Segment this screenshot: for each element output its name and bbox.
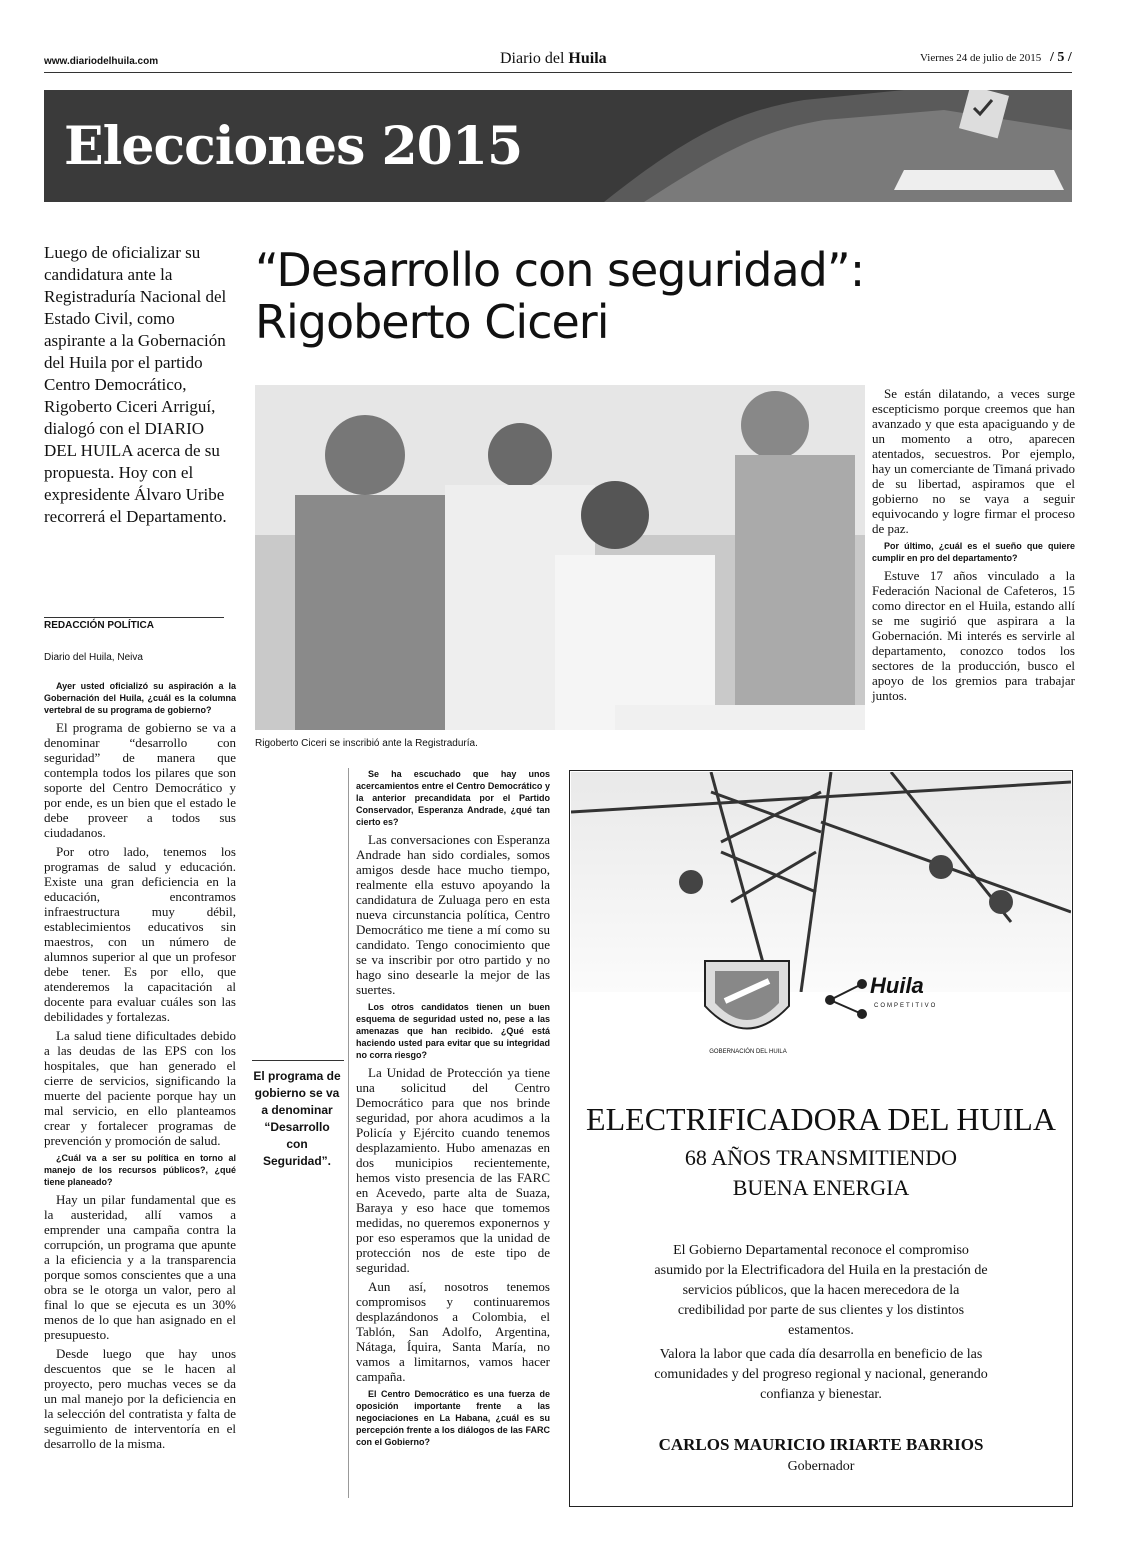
column-3 [872, 386, 1075, 707]
masthead-name [500, 50, 607, 68]
byline-author: REDACCIÓN POLÍTICA [44, 617, 224, 631]
ad-body-1: El Gobierno Departamental reconoce el compromiso asumido por la Electrificadora del Huila en la prestación de servicios públicos, que la hacen merecedora de la credibilidad por parte de sus clientes y los distintos estamentos. [654, 1243, 988, 1338]
answer: La salud tiene dificultades debido a las deudas de las EPS con los hospitales, que han generado el cierre de servicios, significando la muerte del paciente porque hay un mal servicio, en ello planteamos crear y fortalecer programas de prevención y promoción de salud. [44, 1028, 236, 1148]
pull-quote: El programa de gobierno se va a denominar “Desarrollo con Seguridad”. [253, 1069, 341, 1168]
answer: La Unidad de Protección ya tiene una solicitud del Centro Democrático para que nos brinde seguridad, por ahora acudimos a la Policía y Ejército cuando tenemos desplazamiento. Hubo amenazas en dos municipios recientemente, hemos visto presencia de las FARC en Acevedo, parte alta de Suaza, Baraya y eso hace que tomemos medidas, no queremos exponernos y por eso esperamos que la unidad de protección nos de este tipo de seguridad. [356, 1065, 550, 1275]
answer: Las conversaciones con Esperanza Andrade han sido cordiales, somos amigos desde hace mucho tiempo, realmente ella estuvo apoyando la candidatura de Zuluaga pero en esta nueva circunstancia política, Centro Democrático me tiene a mí como su candidato. Tengo conocimiento que se va inscribir por otro partido y no hago sino desearle la mejor de las suertes. [356, 832, 550, 997]
byline-location: Diario del Huila, Neiva [44, 652, 143, 663]
page-number: / 5 / [1050, 50, 1072, 65]
banner-title: Elecciones 2015 [64, 116, 523, 177]
photo-people-silhouettes [255, 385, 865, 730]
ad-photo [571, 772, 1071, 992]
ad-subtitle-2: BUENA ENERGIA [732, 1175, 910, 1200]
question: ¿Cuál va a ser su política en torno al manejo de los recursos públicos?, ¿qué tiene planeado? [44, 1153, 236, 1187]
section-banner [44, 90, 1072, 202]
intro-lead: Luego de oficializar su candidatura ante la Registraduría Nacional del Estado Civil, como aspirante a la Gobernación del Huila por el partido Centro Democrático, Rigoberto Ciceri Arriguí, dialogó con el DIARIO DEL HUILA acerca de su propuesta. Hoy con el expresidente Álvaro Uribe recorrerá el Departamento. [44, 243, 227, 526]
answer: Hay un pilar fundamental que es la austeridad, allí vamos a emprender una campaña contra la corrupción, un programa que apunte a la eficiencia y a la transparencia porque somos conscientes que a una obra se le otorga un valor, pero al final lo que se ejecuta es un 30% menos de lo que han asignado en el presupuesto. [44, 1192, 236, 1342]
huila-logo-word: Huila [870, 973, 924, 998]
photo-caption: Rigoberto Ciceri se inscribió ante la Registraduría. [255, 738, 478, 749]
article-headline [255, 244, 1075, 348]
question: Los otros candidatos tienen un buen esquema de seguridad usted no, pese a las amenazas que han recibido. ¿Qué está haciendo usted para evitar que su integridad no corra riesgo? [356, 1002, 550, 1060]
headline-line-1: “Desarrollo con seguridad”: [255, 243, 865, 297]
ad-body-2: Valora la labor que cada día desarrolla en beneficio de las comunidades y del progreso regional y nacional, generando confianza y bienestar. [654, 1347, 988, 1402]
column-2 [356, 768, 550, 1452]
pullquote-rule-top [252, 1060, 344, 1061]
masthead-url[interactable]: www.diariodelhuila.com [44, 56, 159, 67]
masthead-name-prefix: Diario del [500, 50, 569, 67]
column-divider [348, 768, 349, 1498]
masthead-date: Viernes 24 de julio de 2015 [920, 52, 1042, 64]
ad-subtitle-1: 68 AÑOS TRANSMITIENDO [684, 1145, 958, 1170]
gobernacion-shield-icon [695, 951, 799, 1049]
answer: Desde luego que hay unos descuentos que se le hacen al proyecto, pero muchas veces se da un mal manejo por la deficiencia en la selección del contratista y falta de seguimiento de interventoría en el desarrollo de la misma. [44, 1346, 236, 1451]
huila-logo-subtitle: COMPETITIVO [874, 1003, 938, 1009]
huila-competitivo-logo-icon [822, 976, 870, 1020]
gobernacion-label: GOBERNACIÓN DEL HUILA [709, 1049, 787, 1055]
ad-signer: CARLOS MAURICIO IRIARTE BARRIOS [658, 1435, 984, 1454]
question: Ayer usted oficializó su aspiración a la Gobernación del Huila, ¿cuál es la columna vertebral de su programa de gobierno? [44, 681, 236, 715]
answer: Aun así, nosotros tenemos compromisos y continuaremos desplazándonos a Colombia, el Tablón, San Adolfo, Argentina, Nátaga, Íquira, Santa María, no vamos a limitarnos, vamos hacer campaña. [356, 1279, 550, 1384]
column-1 [44, 680, 236, 1455]
headline-line-2: Rigoberto Ciceri [255, 295, 609, 349]
answer: Estuve 17 años vinculado a la Federación Nacional de Cafeteros, 15 como director en el Huila, estando allí se me sugirió que aspirara a la Gobernación. Mi interés es servirle al departamento, conozco todos los sectores de la producción, busco el apoyo de los gremios para trabajar juntos. [872, 568, 1075, 703]
answer: Se están dilatando, a veces surge escepticismo porque creemos que han avanzado y que esta apaciguando y de un momento a otro, aparecen atentados, secuestros. Por ejemplo, hay un comerciante de Timaná privado de su libertad, aspiramos que el gobierno no se vaya a seguir equivocando y logre firmar el proceso de paz. [872, 386, 1075, 536]
question: El Centro Democrático es una fuerza de oposición importante frente a las negociaciones en La Habana, ¿cuál es su percepción frente a los diálogos de las FARC con el Gobierno? [356, 1389, 550, 1447]
power-tower-graphic [571, 772, 1071, 992]
ad-title: ELECTRIFICADORA DEL HUILA [586, 1101, 1056, 1137]
answer: El programa de gobierno se va a denominar “desarrollo con seguridad” de manera que contempla todos los pilares que son soporte del Centro Democrático y por ende, es un bien que el estado le debe proveer a todos sus ciudadanos. [44, 720, 236, 840]
question: Por último, ¿cuál es el sueño que quiere cumplir en pro del departamento? [872, 541, 1075, 563]
article-photo [255, 385, 865, 730]
question: Se ha escuchado que hay unos acercamientos entre el Centro Democrático y la anterior precandidata por el Partido Conservador, Esperanza Andrade, ¿qué tan cierto es? [356, 769, 550, 827]
masthead-rule [44, 72, 1072, 73]
masthead-name-bold: Huila [568, 50, 607, 67]
ad-signer-role: Gobernador [787, 1459, 855, 1474]
answer: Por otro lado, tenemos los programas de salud y educación. Existe una gran deficiencia en la educación, encontramos infraestructura muy débil, establecimientos educativos sin maestros, con un número de alumnos superior al que un profesor debe tener. Es por ello, que atenderemos la capacitación al docente para evaluar cuáles son las debilidades y fortalezas. [44, 844, 236, 1024]
advertisement [569, 770, 1073, 1507]
